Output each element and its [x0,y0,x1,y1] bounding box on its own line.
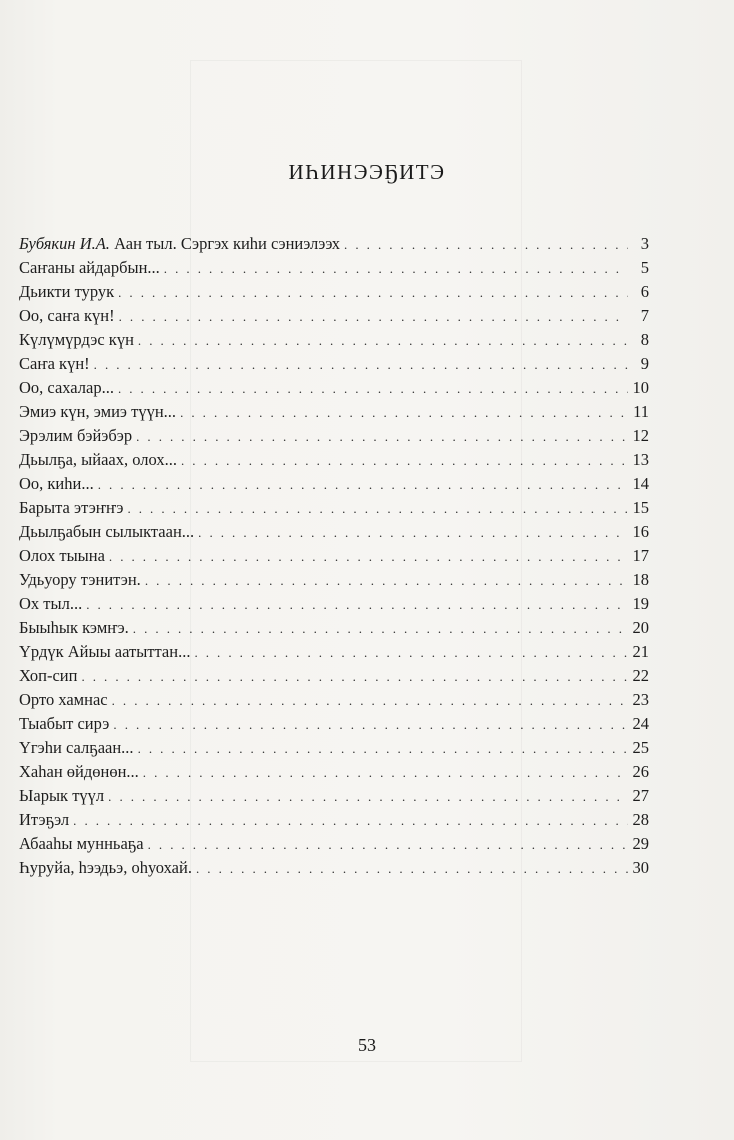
dot-leader [143,761,628,785]
toc-entry [19,424,649,448]
toc-entry-page: 6 [640,282,649,301]
toc-entry-title: Удьуору тэнитэн. [19,570,141,589]
toc-entry [19,808,649,832]
dot-leader [198,521,628,545]
toc-entry-title: Хаһан өйдөнөн... [19,762,139,781]
toc-entry-title: Хоп-сип [19,666,78,685]
toc-heading: ИҺИНЭЭҔИТЭ [288,160,446,184]
toc-entry-page: 24 [632,714,649,733]
toc-entry-title: Олох тыына [19,546,105,565]
dot-leader [98,473,628,497]
dot-leader [196,857,628,881]
toc-entry [19,856,649,880]
toc-entry-page: 27 [632,786,649,805]
toc-entry-title: Дьылҕабын сылыктаан... [19,522,195,541]
toc-entry-page: 30 [632,858,649,877]
dot-leader [73,809,628,833]
toc-entry-page: 26 [632,762,649,781]
toc-entry [19,496,649,520]
toc-entry-title: Эрэлим бэйэбэр [19,426,133,445]
toc-entry-title: Оо, киһи... [19,474,94,493]
toc-entry-title: Тыабыт сирэ [19,714,110,733]
toc-entry-page: 25 [632,738,649,757]
dot-leader [112,689,628,713]
dot-leader [194,641,628,665]
page-number: 53 [358,1035,376,1055]
toc-entry-title: Орто хамнас [19,690,108,709]
toc-entry [19,736,649,760]
toc-entry [19,544,649,568]
toc-entry-title: Үрдүк Айыы аатыттан... [19,642,191,661]
toc-entry-page: 28 [632,810,649,829]
toc-entry [19,304,649,328]
dot-leader [138,737,628,761]
toc-entry-author: Бубякин И.А. [19,234,110,253]
toc-entry [19,616,649,640]
toc-entry-page: 18 [632,570,649,589]
toc-entry-title: Саҥаны айдарбын... [19,258,160,277]
toc-entry-page: 20 [632,618,649,637]
toc-entry [19,568,649,592]
toc-entry-page: 12 [632,426,649,445]
toc-entry-page: 13 [632,450,649,469]
toc-entry-title: Дьикти турук [19,282,115,301]
toc-entry [19,280,649,304]
toc-entry-page: 11 [633,402,649,421]
toc-entry-page: 19 [632,594,649,613]
toc-entry-page: 10 [632,378,649,397]
toc-entry [19,832,649,856]
toc-entry-title: Саҥа күн! [19,354,90,373]
toc-entry [19,328,649,352]
toc-entry-page: 16 [632,522,649,541]
toc-entry [19,520,649,544]
toc-entry-title: Дьылҕа, ыйаах, олох... [19,450,177,469]
dot-leader [108,785,628,809]
toc-entry [19,448,649,472]
dot-leader [136,425,628,449]
dot-leader [138,329,628,353]
toc-entry-page: 23 [632,690,649,709]
toc-entry [19,688,649,712]
dot-leader [86,593,628,617]
dot-leader [148,833,628,857]
dot-leader [81,665,628,689]
dot-leader [94,353,628,377]
dot-leader [344,233,628,257]
dot-leader [164,257,628,281]
toc-entry-page: 14 [632,474,649,493]
toc-entry [19,352,649,376]
toc-entry-title: Быыһык кэмҥэ. [19,618,129,637]
toc-entry-title: Эмиэ күн, эмиэ түүн... [19,402,177,421]
dot-leader [180,401,628,425]
toc-entry [19,664,649,688]
dot-leader [133,617,628,641]
toc-entry-title: Ох тыл... [19,594,83,613]
dot-leader [109,545,628,569]
toc-entry-title: Абааһы мунньаҕа [19,834,144,853]
toc-entry [19,400,649,424]
toc-entry-page: 3 [640,234,649,253]
toc-entry [19,712,649,736]
toc-entry [19,592,649,616]
toc-entry-title: Һуруйа, һээдьэ, оһуохай. [19,858,192,877]
toc-entry-page: 17 [632,546,649,565]
toc-entry-title: Оо, саҥа күн! [19,306,115,325]
toc-entry [19,376,649,400]
dot-leader [118,377,628,401]
toc-entry-page: 15 [632,498,649,517]
toc-entry-title: Үгэһи салҕаан... [19,738,134,757]
toc-entry-title: Итэҕэл [19,810,70,829]
toc-entry [19,784,649,808]
toc-entry [19,472,649,496]
dot-leader [127,497,628,521]
toc-entry-title: Ыарык түүл [19,786,105,805]
toc-entry-title: Күлүмүрдэс күн [19,330,134,349]
toc-entry-page: 9 [640,354,649,373]
dot-leader [113,713,628,737]
toc-entry [19,760,649,784]
toc-entry-page: 7 [640,306,649,325]
toc-entry [19,256,649,280]
toc-entry-title [19,232,340,256]
dot-leader [118,281,628,305]
toc-list [19,232,649,880]
toc-entry-page: 21 [632,642,649,661]
toc-entry-page: 5 [640,258,649,277]
toc-entry [19,640,649,664]
dot-leader [181,449,628,473]
toc-entry-page: 8 [640,330,649,349]
dot-leader [119,305,628,329]
toc-entry-title: Оо, сахалар... [19,378,114,397]
toc-entry-page: 22 [632,666,649,685]
toc-entry-title: Барыта этэҥҥэ [19,498,124,517]
toc-entry [19,232,649,256]
toc-entry-page: 29 [632,834,649,853]
dot-leader [145,569,628,593]
toc-entry-title-text: Аан тыл. Сэргэх киһи сэниэлээх [109,234,341,253]
